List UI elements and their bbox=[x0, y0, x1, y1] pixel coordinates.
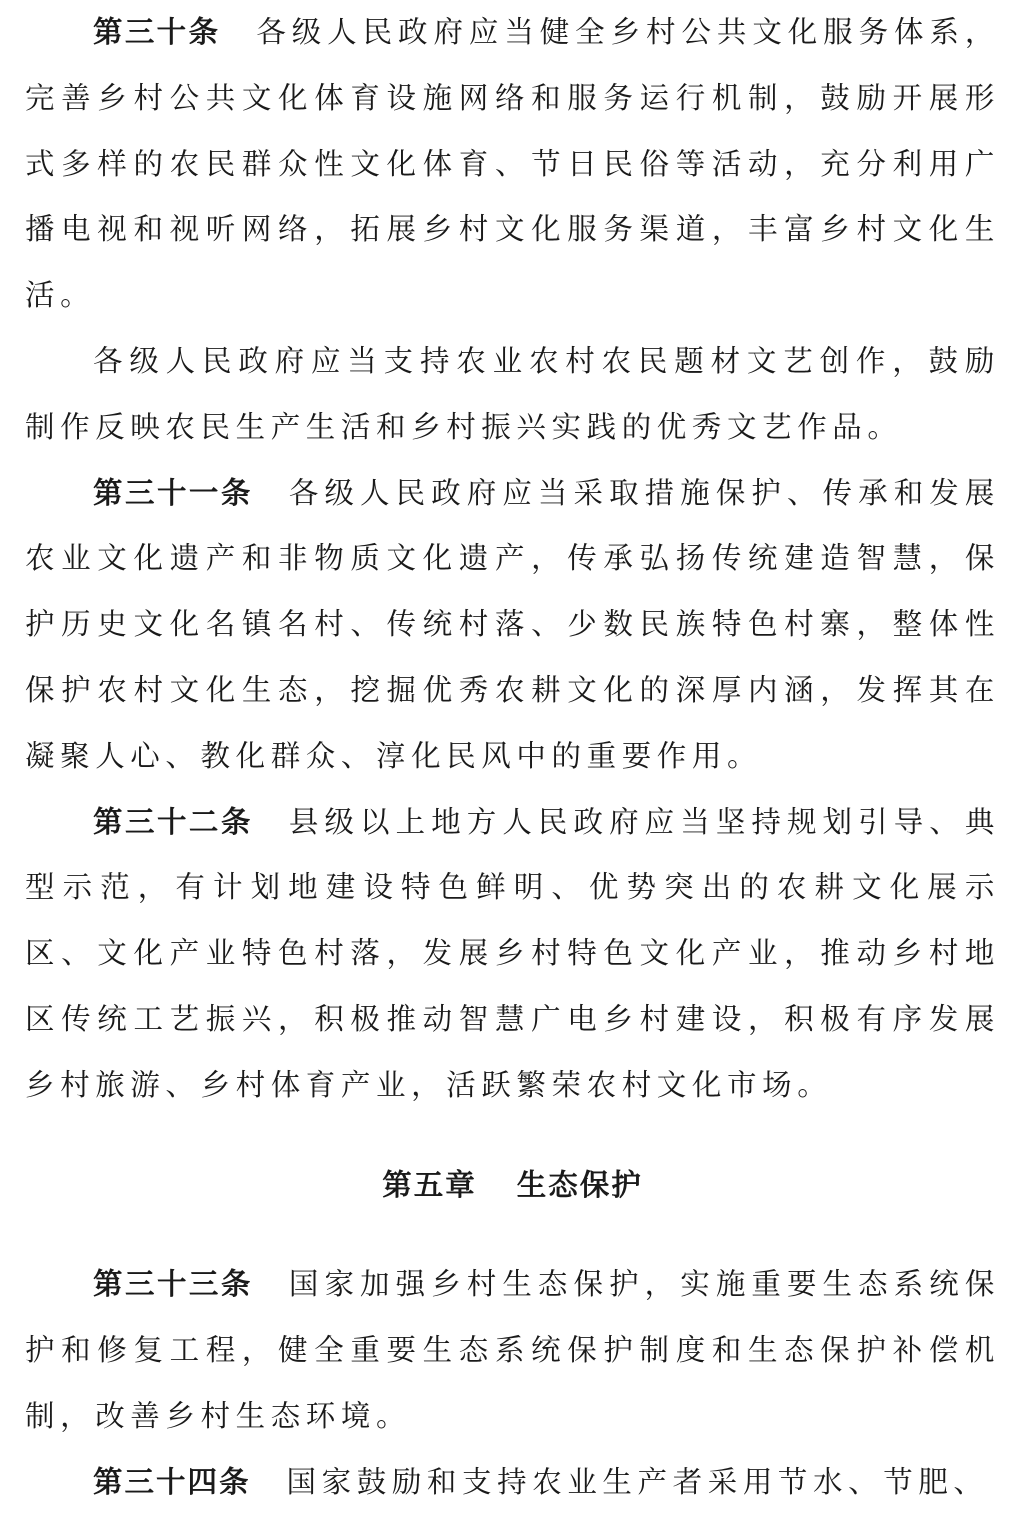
article-number: 第三十条 bbox=[93, 15, 221, 49]
article-33 bbox=[25, 1252, 1000, 1449]
article-30 bbox=[25, 0, 1000, 329]
article-30-paragraph-2 bbox=[25, 329, 1000, 461]
chapter-title: 生态保护 bbox=[516, 1167, 643, 1202]
article-31 bbox=[25, 461, 1000, 790]
article-text: 国家加强乡村生态保护，实施重要生态系统保护和修复工程，健全重要生态系统保护制度和生态保护补偿机制，改善乡村生态环境。 bbox=[25, 1267, 1000, 1433]
article-number: 第三十四条 bbox=[93, 1464, 251, 1499]
article-32 bbox=[25, 790, 1000, 1119]
article-text: 各级人民政府应当支持农业农村农民题材文艺创作，鼓励制作反映农民生产生活和乡村振兴实践的优秀文艺作品。 bbox=[25, 343, 1000, 444]
article-number: 第三十二条 bbox=[93, 804, 253, 839]
article-text: 各级人民政府应当采取措施保护、传承和发展农业文化遗产和非物质文化遗产，传承弘扬传统建造智慧，保护历史文化名镇名村、传统村落、少数民族特色村寨，整体性保护农村文化生态，挖掘优秀农耕文化的深厚内涵，发挥其在凝聚人心、教化群众、淳化民风中的重要作用。 bbox=[25, 475, 1000, 773]
article-34 bbox=[25, 1450, 1000, 1516]
chapter-heading bbox=[25, 1153, 1000, 1219]
article-text: 县级以上地方人民政府应当坚持规划引导、典型示范，有计划地建设特色鲜明、优势突出的农耕文化展示区、文化产业特色村落，发展乡村特色文化产业，推动乡村地区传统工艺振兴，积极推动智慧广电乡村建设，积极有序发展乡村旅游、乡村体育产业，活跃繁荣农村文化市场。 bbox=[25, 804, 1000, 1102]
article-text: 各级人民政府应当健全乡村公共文化服务体系，完善乡村公共文化体育设施网络和服务运行机制，鼓励开展形式多样的农民群众性文化体育、节日民俗等活动，充分利用广播电视和视听网络，拓展乡村文化服务渠道，丰富乡村文化生活。 bbox=[25, 15, 1000, 313]
article-text: 国家鼓励和支持农业生产者采用节水、节肥、 bbox=[286, 1464, 989, 1499]
article-number: 第三十一条 bbox=[93, 475, 253, 510]
article-number: 第三十三条 bbox=[93, 1267, 253, 1302]
chapter-number: 第五章 bbox=[382, 1167, 477, 1202]
document-page bbox=[25, 0, 1000, 1516]
